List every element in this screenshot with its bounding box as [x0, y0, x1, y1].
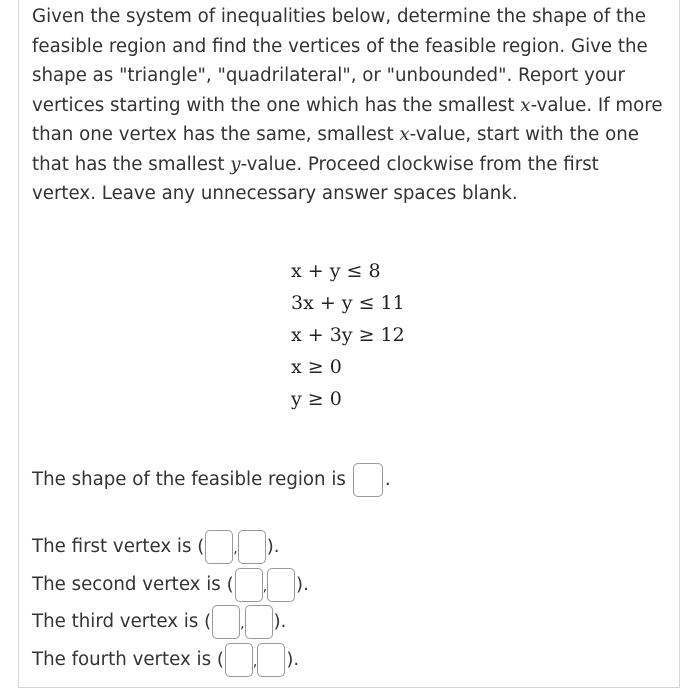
- vertex-1-label: The first vertex is: [32, 536, 192, 557]
- question-prompt: [32, 2, 664, 209]
- close-paren: ).: [266, 536, 280, 557]
- close-paren: ).: [296, 574, 309, 595]
- prompt-text-4: -value. Proceed clockwise from the first vertex. Leave any unnecessary answer spaces blank.: [32, 153, 599, 204]
- inequality-5: y ≥ 0: [291, 388, 342, 410]
- comma: ,: [252, 654, 258, 670]
- comma: ,: [262, 579, 268, 595]
- inequality-3: x + 3y ≥ 12: [291, 324, 405, 346]
- inequality-4: x ≥ 0: [291, 356, 342, 378]
- open-paren: (: [226, 574, 234, 595]
- open-paren: (: [197, 536, 205, 557]
- shape-answer-row: [32, 463, 391, 497]
- comma: ,: [240, 616, 245, 632]
- vertex-1-x-input[interactable]: [205, 530, 233, 564]
- vertex-row-2: [32, 568, 309, 602]
- vertex-2-label: The second vertex is: [32, 574, 221, 595]
- shape-label: The shape of the feasible region is: [32, 469, 346, 490]
- open-paren: (: [216, 649, 224, 670]
- vertex-row-3: [32, 605, 286, 639]
- math-x-1: x: [520, 94, 531, 116]
- close-paren: ).: [273, 611, 287, 632]
- vertex-3-label: The third vertex is: [32, 611, 199, 632]
- inequality-2: 3x + y ≤ 11: [291, 292, 405, 314]
- vertex-3-y-input[interactable]: [245, 605, 273, 639]
- comma: ,: [233, 541, 238, 557]
- prompt-text-2: -value. If more than one vertex has the same, smallest: [32, 94, 663, 145]
- inequality-system: [291, 255, 405, 415]
- vertex-4-x-input[interactable]: [225, 643, 253, 677]
- prompt-text-3: -value, start with the one that has the smallest: [32, 124, 639, 175]
- vertex-2-y-input[interactable]: [267, 568, 295, 602]
- open-paren: (: [204, 611, 212, 632]
- inequality-1: x + y ≤ 8: [291, 260, 381, 282]
- shape-period: .: [384, 469, 391, 490]
- math-y-1: y: [230, 153, 241, 175]
- vertex-3-x-input[interactable]: [212, 605, 240, 639]
- vertex-row-4: [32, 643, 299, 677]
- close-paren: ).: [286, 649, 300, 670]
- vertex-1-y-input[interactable]: [238, 530, 266, 564]
- vertex-row-1: [32, 530, 279, 564]
- prompt-text-1: Given the system of inequalities below, determine the shape of the feasible region and find the vertices of the feasible region. Give the shape as "triangle", "quadrilateral", or "unbounded". Report your vertices starting with the one which has the smallest: [32, 6, 648, 116]
- vertex-4-label: The fourth vertex is: [32, 649, 212, 670]
- shape-input[interactable]: [353, 463, 383, 497]
- vertex-4-y-input[interactable]: [257, 643, 285, 677]
- math-x-2: x: [399, 124, 410, 145]
- vertex-2-x-input[interactable]: [235, 568, 263, 602]
